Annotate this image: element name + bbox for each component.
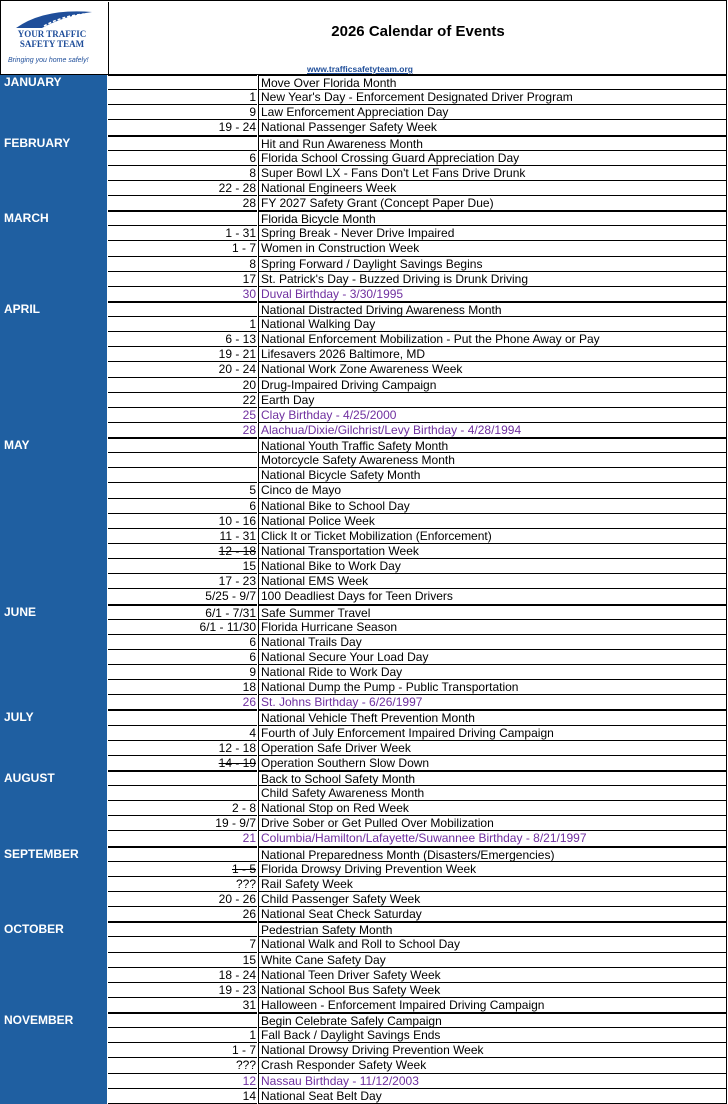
event-row: [0, 695, 728, 710]
event-name: Click It or Ticket Mobilization (Enforcement): [258, 529, 727, 544]
event-date: 18: [108, 680, 257, 695]
event-row: [0, 726, 728, 741]
month-label: JANUARY: [4, 75, 62, 89]
month-label: AUGUST: [4, 770, 55, 785]
event-row: [0, 907, 728, 922]
event-row: [0, 756, 728, 771]
event-date: 14 - 19: [108, 756, 257, 771]
month-label: APRIL: [4, 301, 40, 316]
event-name: Operation Southern Slow Down: [258, 756, 727, 771]
event-name: Super Bowl LX - Fans Don't Let Fans Drive Drunk: [258, 166, 727, 181]
event-date: 6: [108, 650, 257, 665]
event-date: 4: [108, 726, 257, 741]
event-row: [0, 211, 728, 226]
logo-text: YOUR TRAFFIC SAFETY TEAM: [17, 29, 87, 49]
event-name: National Drowsy Driving Prevention Week: [258, 1043, 727, 1058]
event-row: [0, 438, 728, 453]
event-date: 14: [108, 1089, 257, 1104]
month-label: OCTOBER: [4, 922, 64, 937]
event-row: [0, 877, 728, 892]
event-date: [108, 453, 257, 468]
event-name: Fourth of July Enforcement Impaired Driving Campaign: [258, 726, 727, 741]
event-name: Spring Break - Never Drive Impaired: [258, 226, 727, 241]
month-label: SEPTEMBER: [4, 846, 79, 861]
event-date: 1: [108, 90, 257, 105]
event-date: 31: [108, 998, 257, 1013]
event-name: Florida Hurricane Season: [258, 620, 727, 635]
event-name: Florida Drowsy Driving Prevention Week: [258, 862, 727, 877]
event-row: [0, 136, 728, 151]
event-name: White Cane Safety Day: [258, 953, 727, 968]
event-row: [0, 635, 728, 650]
event-date: 1: [108, 1028, 257, 1043]
event-name: St. Patrick's Day - Buzzed Driving is Drunk Driving: [258, 272, 727, 287]
page-title: 2026 Calendar of Events: [331, 23, 505, 40]
event-row: [0, 499, 728, 514]
event-date: 1 - 5: [108, 862, 257, 877]
month-block-july: [0, 710, 728, 771]
event-name: National Seat Belt Day: [258, 1089, 727, 1104]
event-row: [0, 483, 728, 498]
event-date: 15: [108, 559, 257, 574]
event-name: Cinco de Mayo: [258, 483, 727, 498]
event-name: Earth Day: [258, 393, 727, 408]
event-row: [0, 302, 728, 317]
event-date: 5: [108, 483, 257, 498]
event-date: 22 - 28: [108, 181, 257, 196]
event-date: 1 - 7: [108, 241, 257, 256]
event-date: 19 - 23: [108, 983, 257, 998]
event-row: [0, 468, 728, 483]
event-row: [0, 574, 728, 589]
event-date: [108, 468, 257, 483]
event-row: [0, 650, 728, 665]
event-row: [0, 998, 728, 1013]
event-row: [0, 90, 728, 105]
month-block-february: [0, 136, 728, 212]
event-date: 19 - 24: [108, 120, 257, 135]
event-row: [0, 1089, 728, 1104]
event-date: 15: [108, 953, 257, 968]
event-name: Back to School Safety Month: [258, 771, 727, 786]
event-date: [108, 847, 257, 862]
month-label: NOVEMBER: [4, 1013, 74, 1028]
event-row: [0, 937, 728, 952]
event-name: Safe Summer Travel: [258, 605, 727, 620]
event-name: National Bike to School Day: [258, 499, 727, 514]
event-name: National Dump the Pump - Public Transportation: [258, 680, 727, 695]
event-row: [0, 953, 728, 968]
event-name: National Transportation Week: [258, 544, 727, 559]
event-name: Drive Sober or Get Pulled Over Mobilization: [258, 816, 727, 831]
event-date: [108, 786, 257, 801]
birthday-event: Columbia/Hamilton/Lafayette/Suwannee Birthday - 8/21/1997: [258, 831, 727, 846]
event-date: 28: [108, 423, 257, 438]
event-row: [0, 589, 728, 604]
event-row: [0, 1028, 728, 1043]
event-name: National Vehicle Theft Prevention Month: [258, 710, 727, 725]
event-date: [108, 136, 257, 151]
event-name: Florida Bicycle Month: [258, 211, 727, 226]
month-label: JULY: [4, 710, 34, 725]
event-date: 12 - 18: [108, 741, 257, 756]
month-label: MAY: [4, 438, 30, 453]
event-name: National Teen Driver Safety Week: [258, 968, 727, 983]
event-name: National Engineers Week: [258, 181, 727, 196]
event-name: National Work Zone Awareness Week: [258, 362, 727, 377]
event-date: 5/25 - 9/7: [108, 589, 257, 604]
event-date: 7: [108, 937, 257, 952]
event-row: [0, 559, 728, 574]
event-name: Motorcycle Safety Awareness Month: [258, 453, 727, 468]
month-block-october: [0, 922, 728, 1013]
event-date: [108, 771, 257, 786]
event-date: [108, 438, 257, 453]
event-name: Operation Safe Driver Week: [258, 741, 727, 756]
event-date: 19 - 21: [108, 347, 257, 362]
event-row: [0, 453, 728, 468]
event-row: [0, 272, 728, 287]
birthday-event: Alachua/Dixie/Gilchrist/Levy Birthday - 4/28/1994: [258, 423, 727, 438]
event-row: [0, 1043, 728, 1058]
calendar-header: [0, 0, 727, 75]
event-name: National Walk and Roll to School Day: [258, 937, 727, 952]
event-row: [0, 983, 728, 998]
event-name: National Stop on Red Week: [258, 801, 727, 816]
event-row: [0, 226, 728, 241]
event-date: [108, 75, 257, 90]
birthday-event: St. Johns Birthday - 6/26/1997: [258, 695, 727, 710]
event-row: [0, 529, 728, 544]
month-block-april: [0, 302, 728, 438]
event-row: [0, 105, 728, 120]
event-name: Hit and Run Awareness Month: [258, 136, 727, 151]
event-date: 1 - 31: [108, 226, 257, 241]
event-row: [0, 605, 728, 620]
event-name: Women in Construction Week: [258, 241, 727, 256]
event-name: Florida School Crossing Guard Appreciation Day: [258, 151, 727, 166]
event-row: [0, 120, 728, 135]
event-row: [0, 1013, 728, 1028]
logo-tagline: Bringing you home safely!: [8, 57, 89, 64]
event-name: National Distracted Driving Awareness Month: [258, 302, 727, 317]
event-name: Halloween - Enforcement Impaired Driving Campaign: [258, 998, 727, 1013]
event-name: Drug-Impaired Driving Campaign: [258, 378, 727, 393]
event-name: National Secure Your Load Day: [258, 650, 727, 665]
event-name: National Seat Check Saturday: [258, 907, 727, 922]
event-name: Crash Responder Safety Week: [258, 1058, 727, 1073]
event-row: [0, 680, 728, 695]
month-block-june: [0, 605, 728, 711]
event-row: [0, 968, 728, 983]
event-name: National Preparedness Month (Disasters/Emergencies): [258, 847, 727, 862]
event-date: 20: [108, 378, 257, 393]
event-date: 17 - 23: [108, 574, 257, 589]
event-date: [108, 211, 257, 226]
event-date: 1 - 7: [108, 1043, 257, 1058]
event-date: [108, 922, 257, 937]
event-row: [0, 741, 728, 756]
event-row: [0, 332, 728, 347]
event-date: ???: [108, 1058, 257, 1073]
website-link[interactable]: www.trafficsafetyteam.org: [307, 64, 413, 74]
event-row: [0, 514, 728, 529]
event-row: [0, 710, 728, 725]
event-row: [0, 241, 728, 256]
month-block-august: [0, 771, 728, 847]
event-row: [0, 347, 728, 362]
event-date: 21: [108, 831, 257, 846]
event-name: FY 2027 Safety Grant (Concept Paper Due): [258, 196, 727, 211]
event-name: National Enforcement Mobilization - Put the Phone Away or Pay: [258, 332, 727, 347]
event-date: 20 - 24: [108, 362, 257, 377]
event-row: [0, 287, 728, 302]
event-date: 18 - 24: [108, 968, 257, 983]
event-row: [0, 378, 728, 393]
event-date: ???: [108, 877, 257, 892]
event-date: 8: [108, 166, 257, 181]
event-name: Rail Safety Week: [258, 877, 727, 892]
event-date: 11 - 31: [108, 529, 257, 544]
event-name: National Walking Day: [258, 317, 727, 332]
event-date: 12: [108, 1074, 257, 1089]
event-date: 6: [108, 151, 257, 166]
event-date: 9: [108, 105, 257, 120]
event-date: 6/1 - 11/30: [108, 620, 257, 635]
event-row: [0, 847, 728, 862]
month-block-september: [0, 847, 728, 923]
birthday-event: Nassau Birthday - 11/12/2003: [258, 1074, 727, 1089]
event-date: 2 - 8: [108, 801, 257, 816]
event-name: Spring Forward / Daylight Savings Begins: [258, 257, 727, 272]
event-name: National Youth Traffic Safety Month: [258, 438, 727, 453]
event-date: [108, 1013, 257, 1028]
event-row: [0, 317, 728, 332]
event-name: Pedestrian Safety Month: [258, 922, 727, 937]
event-date: 8: [108, 257, 257, 272]
event-date: 6: [108, 499, 257, 514]
event-date: 22: [108, 393, 257, 408]
event-name: Begin Celebrate Safely Campaign: [258, 1013, 727, 1028]
event-row: [0, 786, 728, 801]
event-name: New Year's Day - Enforcement Designated Driver Program: [258, 90, 727, 105]
event-name: National School Bus Safety Week: [258, 983, 727, 998]
month-block-january: [0, 75, 728, 136]
event-row: [0, 75, 728, 90]
event-row: [0, 620, 728, 635]
event-date: 26: [108, 695, 257, 710]
event-date: 26: [108, 907, 257, 922]
event-name: National Passenger Safety Week: [258, 120, 727, 135]
event-name: Move Over Florida Month: [258, 75, 727, 90]
event-row: [0, 1074, 728, 1089]
month-block-march: [0, 211, 728, 302]
event-name: Child Passenger Safety Week: [258, 892, 727, 907]
event-name: Law Enforcement Appreciation Day: [258, 105, 727, 120]
event-date: 6 - 13: [108, 332, 257, 347]
event-date: 12 - 18: [108, 544, 257, 559]
event-date: 28: [108, 196, 257, 211]
event-date: 6/1 - 7/31: [108, 605, 257, 620]
event-row: [0, 393, 728, 408]
month-block-november: [0, 1013, 728, 1104]
month-label: MARCH: [4, 211, 49, 226]
event-row: [0, 1058, 728, 1073]
event-date: 17: [108, 272, 257, 287]
event-row: [0, 771, 728, 786]
event-row: [0, 423, 728, 438]
event-row: [0, 801, 728, 816]
event-name: Lifesavers 2026 Baltimore, MD: [258, 347, 727, 362]
event-name: National EMS Week: [258, 574, 727, 589]
event-row: [0, 257, 728, 272]
event-row: [0, 544, 728, 559]
month-label: FEBRUARY: [4, 135, 71, 150]
month-label: JUNE: [4, 604, 37, 619]
event-row: [0, 665, 728, 680]
event-date: 19 - 9/7: [108, 816, 257, 831]
event-row: [0, 181, 728, 196]
event-name: National Ride to Work Day: [258, 665, 727, 680]
event-name: National Trails Day: [258, 635, 727, 650]
event-row: [0, 831, 728, 846]
event-row: [0, 862, 728, 877]
event-name: National Bicycle Safety Month: [258, 468, 727, 483]
birthday-event: Duval Birthday - 3/30/1995: [258, 287, 727, 302]
event-row: [0, 816, 728, 831]
event-row: [0, 151, 728, 166]
event-date: 10 - 16: [108, 514, 257, 529]
event-row: [0, 408, 728, 423]
event-date: 6: [108, 635, 257, 650]
event-date: [108, 710, 257, 725]
event-name: National Police Week: [258, 514, 727, 529]
event-date: 9: [108, 665, 257, 680]
event-name: Fall Back / Daylight Savings Ends: [258, 1028, 727, 1043]
event-date: [108, 302, 257, 317]
event-row: [0, 362, 728, 377]
traffic-safety-team-logo: [2, 2, 109, 74]
event-date: 20 - 26: [108, 892, 257, 907]
event-name: National Bike to Work Day: [258, 559, 727, 574]
birthday-event: Clay Birthday - 4/25/2000: [258, 408, 727, 423]
event-date: 1: [108, 317, 257, 332]
event-date: 25: [108, 408, 257, 423]
event-name: 100 Deadliest Days for Teen Drivers: [258, 589, 727, 604]
event-date: 30: [108, 287, 257, 302]
event-name: Child Safety Awareness Month: [258, 786, 727, 801]
event-row: [0, 892, 728, 907]
event-row: [0, 922, 728, 937]
month-block-may: [0, 438, 728, 604]
event-row: [0, 196, 728, 211]
event-row: [0, 166, 728, 181]
